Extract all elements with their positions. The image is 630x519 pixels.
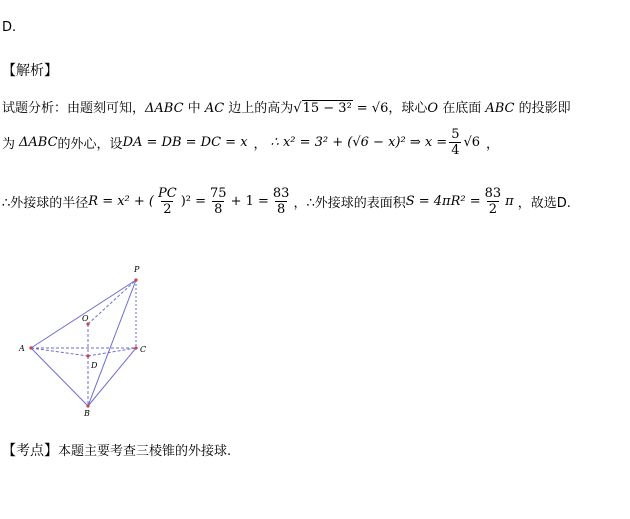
surface-area-formula: S = 4πR² = bbox=[405, 194, 481, 209]
comma-2: ， bbox=[486, 137, 500, 152]
label-b: B bbox=[84, 409, 90, 418]
triangle-abc-2: ΔABC bbox=[19, 135, 58, 150]
label-a: A bbox=[19, 344, 25, 353]
distance-equation: DA = DB = DC = x bbox=[122, 135, 248, 150]
plus-one-equals: + 1 = bbox=[230, 194, 269, 209]
point-o: O bbox=[427, 101, 439, 116]
triangle-abc: ΔABC bbox=[145, 101, 184, 116]
sqrt-symbol: √ bbox=[293, 101, 302, 116]
radius-text: ∴外接球的半径 bbox=[2, 196, 89, 211]
fraction-83-over-2: $\frac{83}{2}$ bbox=[484, 186, 502, 217]
wei-text: 为 bbox=[2, 137, 16, 152]
answer-letter: D. bbox=[2, 20, 17, 35]
comma-1: ， bbox=[253, 137, 267, 152]
fraction-pc-over-2: $\frac{PC}{2}$ bbox=[158, 186, 177, 217]
segment-dc-dashed bbox=[88, 348, 136, 356]
point-b-dot bbox=[86, 404, 89, 407]
edge-pb bbox=[88, 280, 136, 406]
sqrt6-result: √6 bbox=[463, 135, 481, 150]
analysis-line-2 bbox=[2, 127, 499, 158]
tetrahedron-figure bbox=[10, 260, 160, 420]
section-kaodian-heading: 【考点】 bbox=[2, 443, 58, 459]
sqrt-expression: 15 − 3² bbox=[302, 101, 352, 116]
label-d: D bbox=[91, 361, 98, 370]
radius-formula: R = x² + ( bbox=[88, 194, 154, 209]
projection-text: 的投影即 bbox=[514, 101, 571, 116]
segment-ad-dashed bbox=[31, 348, 88, 356]
analysis-line-3 bbox=[2, 186, 571, 217]
sphere-center-text: ，球心 bbox=[388, 101, 428, 116]
point-a-dot bbox=[29, 346, 32, 349]
circumcenter-text: 的外心，设 bbox=[57, 137, 123, 152]
segment-ac: AC bbox=[204, 101, 225, 116]
pi-symbol: π bbox=[505, 194, 514, 209]
plane-abc: ABC bbox=[485, 101, 515, 116]
label-c: C bbox=[140, 345, 147, 354]
analysis-line-1 bbox=[2, 97, 571, 116]
analysis-intro: 试题分析：由题刻可知， bbox=[2, 101, 146, 116]
surface-area-text: ，∴外接球的表面积 bbox=[293, 196, 406, 211]
height-text: 边上的高为 bbox=[224, 101, 294, 116]
point-c-dot bbox=[134, 346, 137, 349]
label-o: O bbox=[82, 314, 89, 323]
equals-sqrt6: = √6 bbox=[356, 101, 389, 116]
choose-d-text: ，故选D. bbox=[517, 196, 571, 211]
text-zhong: 中 bbox=[183, 101, 205, 116]
squared-equals: )² = bbox=[180, 194, 207, 209]
fraction-83-over-8: $\frac{83}{8}$ bbox=[272, 186, 290, 217]
solve-equation: ∴ x² = 3² + (√6 − x)² ⇒ x = bbox=[270, 135, 448, 150]
kaodian-line bbox=[2, 440, 231, 460]
label-p: P bbox=[134, 265, 140, 274]
segment-op-dashed bbox=[88, 280, 136, 324]
kaodian-text: 本题主要考查三棱锥的外接球. bbox=[58, 444, 232, 459]
fraction-5-over-4: $\frac{5}{4}$ bbox=[451, 127, 460, 158]
point-d-dot bbox=[86, 354, 89, 357]
base-text: 在底面 bbox=[438, 101, 486, 116]
section-analysis-heading: 【解析】 bbox=[2, 63, 58, 79]
edge-bc bbox=[88, 348, 136, 406]
fraction-75-over-8: $\frac{75}{8}$ bbox=[210, 186, 227, 217]
point-p-dot bbox=[134, 278, 137, 281]
edge-ab bbox=[31, 348, 88, 406]
